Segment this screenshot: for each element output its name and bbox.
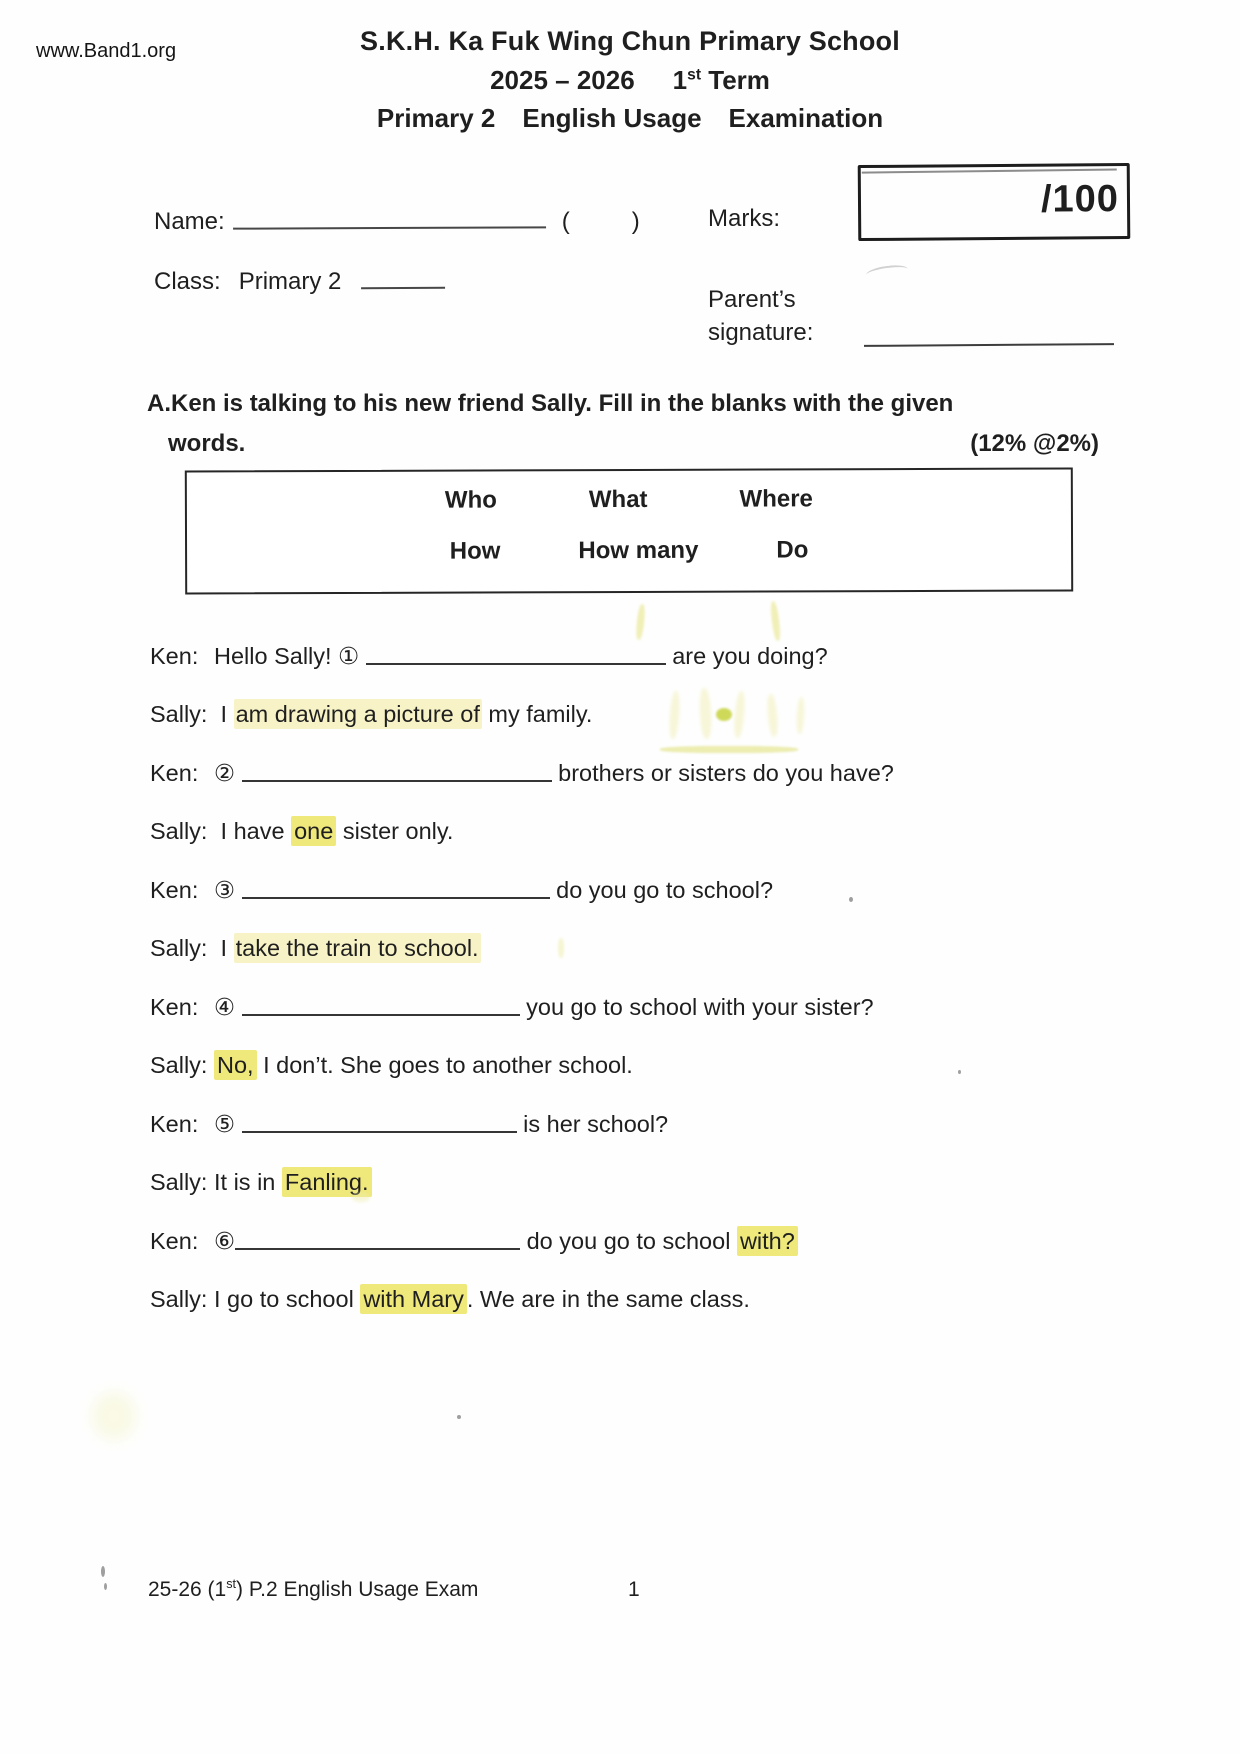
dialogue-content (214, 816, 453, 846)
answer-blank (366, 646, 666, 665)
term-number: 1 (672, 65, 688, 95)
exam-level: Primary 2 (376, 103, 496, 133)
dialogue-content (214, 699, 592, 729)
speaker-label: Sally: (150, 1051, 208, 1078)
dialogue-line (150, 818, 1150, 846)
speaker-label: Ken: (150, 877, 199, 903)
dialogue-text: is her school? (516, 1111, 669, 1137)
highlighted-text: with Mary (360, 1284, 467, 1314)
word-bank-word: How (449, 537, 501, 565)
class-blank-line (361, 263, 445, 289)
highlighted-text: with? (737, 1226, 798, 1256)
dialogue-text: my family. (481, 700, 593, 727)
dialogue-line (150, 701, 1150, 729)
dialogue-line (150, 1227, 1150, 1255)
speaker-label: Ken: (150, 994, 199, 1020)
dialogue-text: do you go to school (520, 1228, 737, 1254)
answer-blank (242, 1114, 517, 1133)
watermark-url: www.Band1.org (36, 40, 177, 62)
dialogue-content (214, 877, 773, 903)
dialogue-text: sister only. (336, 817, 454, 844)
page-number: 1 (628, 1578, 640, 1601)
dialogue-line (150, 935, 1150, 963)
highlighted-text: am drawing a picture of (235, 700, 480, 727)
highlighted-text: take the train to school. (235, 934, 479, 961)
speaker-label: Sally: (150, 934, 208, 961)
word-bank-word: What (588, 485, 648, 514)
dialogue-text: ③ (214, 877, 242, 903)
footer-text-post: ) P.2 English Usage Exam (236, 1578, 479, 1601)
dialogue-line (150, 759, 1150, 787)
dialogue-content (214, 643, 828, 669)
section-a-heading (147, 384, 1099, 464)
name-row (154, 203, 640, 236)
dialogue-content (214, 1050, 633, 1080)
dialogue-content (214, 933, 481, 963)
dialogue-content (214, 994, 874, 1020)
name-blank-line (233, 202, 546, 229)
exam-type: Examination (728, 103, 884, 133)
word-bank-row (187, 535, 1071, 566)
footer-ordinal: st (226, 1577, 237, 1591)
exam-title-line (130, 103, 1130, 134)
dialogue-text: I (214, 700, 234, 727)
scan-speck (457, 1415, 461, 1419)
section-a-heading-line2 (147, 424, 1099, 464)
dialogue-text: you go to school with your sister? (519, 994, 874, 1020)
school-name: S.K.H. Ka Fuk Wing Chun Primary School (360, 26, 900, 56)
dialogue-content (214, 1111, 668, 1137)
highlighter-smudge (770, 601, 782, 642)
dialogue-line (150, 642, 1150, 670)
highlighted-text: one (291, 816, 336, 846)
word-bank-word: Who (444, 486, 497, 514)
parent-signature-line (864, 343, 1114, 347)
class-number-paren-open: ( (561, 208, 570, 235)
dialogue-text: It is in (214, 1168, 282, 1195)
highlighted-text: No, (214, 1050, 257, 1080)
class-label: Class: (154, 268, 221, 295)
parent-label-line1: Parent’s (708, 286, 796, 313)
dialogue-text: I have (214, 817, 292, 844)
answer-blank (242, 880, 550, 899)
dialogue (150, 642, 1150, 1344)
dialogue-text: do you go to school? (549, 877, 774, 903)
speaker-label: Sally: (150, 700, 208, 727)
section-a-heading-words: words. (168, 430, 246, 457)
footer-text-pre: 25-26 (1 (148, 1578, 227, 1601)
scan-speck (104, 1583, 107, 1590)
dialogue-text: ⑥ (214, 1228, 236, 1254)
speaker-label: Ken: (150, 643, 199, 669)
term-ordinal: st (687, 66, 702, 84)
dialogue-content (214, 1167, 372, 1197)
term-label (673, 65, 770, 95)
dialogue-line (150, 1052, 1150, 1080)
name-label: Name: (154, 208, 225, 235)
speaker-label: Ken: (150, 760, 199, 786)
dialogue-text: ② (214, 760, 242, 786)
exam-subject: English Usage (522, 103, 702, 133)
dialogue-line (150, 1286, 1150, 1314)
speaker-label: Ken: (150, 1228, 199, 1254)
dialogue-line (150, 993, 1150, 1021)
word-bank-word: Where (739, 485, 813, 513)
school-year: 2025 – 2026 (490, 65, 635, 95)
dialogue-text: ④ (214, 994, 242, 1020)
dialogue-text: I (214, 934, 234, 961)
word-bank (185, 467, 1073, 594)
speaker-label: Sally: (150, 1168, 208, 1195)
class-value: Primary 2 (238, 268, 342, 295)
word-bank-word: Do (776, 536, 809, 564)
section-a-heading-line1: A.Ken is talking to his new friend Sally. Fill in the blanks with the given (147, 390, 954, 417)
dialogue-text: I go to school (214, 1285, 361, 1312)
dialogue-line (150, 1169, 1150, 1197)
section-a-marks-note: (12% @2%) (970, 430, 1099, 457)
highlighter-smudge (92, 1392, 136, 1440)
dialogue-text: Hello Sally! ① (214, 643, 366, 669)
class-row (154, 263, 445, 296)
answer-blank (242, 763, 552, 782)
parent-signature-label (708, 283, 813, 349)
marks-box (858, 163, 1131, 241)
dialogue-text: brothers or sisters do you have? (551, 760, 894, 786)
dialogue-content (214, 1284, 750, 1314)
year-term-line (130, 65, 1130, 96)
dialogue-content (214, 1228, 798, 1254)
parent-label-line2: signature: (708, 319, 814, 346)
word-bank-word: How many (578, 536, 699, 565)
answer-blank (235, 1231, 520, 1250)
pencil-mark (865, 263, 908, 281)
dialogue-line (150, 876, 1150, 904)
speaker-label: Sally: (150, 1285, 208, 1312)
highlighted-text: Fanling. (282, 1167, 372, 1197)
scan-speck (101, 1566, 105, 1577)
dialogue-text: I don’t. She goes to another school. (256, 1051, 633, 1078)
dialogue-text: ⑤ (214, 1111, 242, 1137)
dialogue-line (150, 1110, 1150, 1138)
class-number-paren-close: ) (631, 208, 640, 235)
speaker-label: Ken: (150, 1111, 199, 1137)
dialogue-content (214, 760, 894, 786)
marks-label: Marks: (708, 205, 780, 232)
marks-total: /100 (1040, 178, 1120, 221)
speaker-label: Sally: (150, 817, 208, 844)
word-bank-row (187, 484, 1071, 515)
exam-header (130, 26, 1130, 134)
footer-exam-label (148, 1578, 478, 1602)
dialogue-text: . We are in the same class. (466, 1285, 750, 1312)
dialogue-text: are you doing? (665, 643, 828, 669)
answer-blank (242, 997, 520, 1016)
highlighter-smudge (635, 604, 646, 641)
term-word: Term (708, 65, 770, 95)
